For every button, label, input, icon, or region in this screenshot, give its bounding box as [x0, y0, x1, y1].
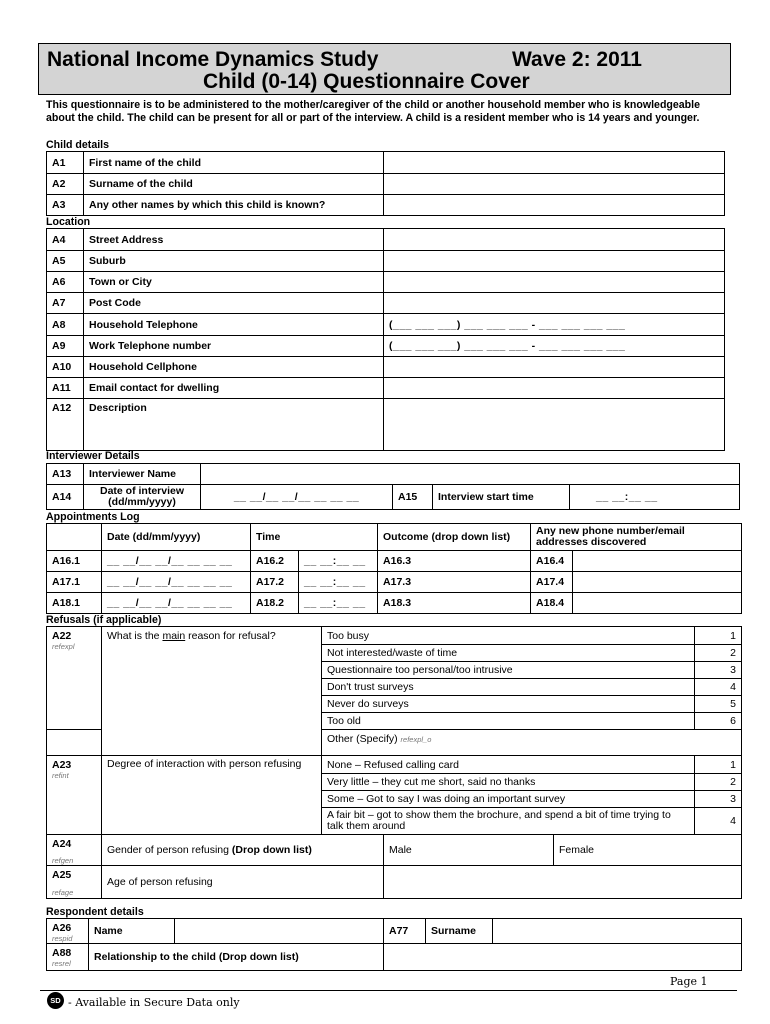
- table-row: [47, 336, 725, 357]
- new-contact-field[interactable]: [573, 572, 742, 593]
- footer-divider: [40, 990, 737, 991]
- empty-cell: [47, 730, 102, 756]
- question-label: Surname of the child: [84, 174, 384, 195]
- question-label: Work Telephone number: [84, 336, 384, 357]
- table-row: [47, 195, 725, 216]
- appointment-date-field[interactable]: __ __/__ __/__ __ __ __: [102, 593, 251, 614]
- outcome-column-header: Outcome (drop down list): [378, 524, 531, 551]
- section-appointments-log: Appointments Log: [46, 511, 140, 523]
- email-field[interactable]: [384, 378, 725, 399]
- table-row: [47, 593, 742, 614]
- option-label[interactable]: Too busy: [322, 627, 695, 645]
- name-label: Name: [89, 919, 175, 944]
- new-contact-field[interactable]: [573, 593, 742, 614]
- table-row: [47, 866, 742, 899]
- date-column-header: Date (dd/mm/yyyy): [102, 524, 251, 551]
- table-row: [47, 756, 742, 774]
- gender-option-female[interactable]: Female: [554, 835, 742, 866]
- respondent-name-field[interactable]: [175, 919, 384, 944]
- table-row: [47, 464, 740, 485]
- location-table: [46, 228, 725, 451]
- table-row: [47, 919, 742, 944]
- child-details-table: [46, 151, 725, 216]
- table-row: [47, 944, 742, 971]
- other-names-field[interactable]: [384, 195, 725, 216]
- question-code: A17.1: [47, 572, 102, 593]
- question-code: A5: [47, 251, 84, 272]
- questionnaire-subtitle: Child (0-14) Questionnaire Cover: [203, 70, 530, 93]
- option-code: 1: [695, 756, 742, 774]
- cover-header: [38, 43, 731, 95]
- question-code: A77: [384, 919, 426, 944]
- variable-name: refexpl_o: [400, 735, 432, 744]
- appointment-time-field[interactable]: __ __:__ __: [299, 572, 378, 593]
- table-header-row: [47, 524, 742, 551]
- question-code: A16.4: [531, 551, 573, 572]
- suburb-field[interactable]: [384, 251, 725, 272]
- section-refusals: Refusals (if applicable): [46, 614, 162, 626]
- age-question: Age of person refusing: [102, 866, 384, 899]
- table-row: [47, 572, 742, 593]
- table-row: [47, 174, 725, 195]
- question-code: A8: [47, 314, 84, 336]
- table-row: [47, 835, 742, 866]
- question-label: Household Telephone: [84, 314, 384, 336]
- option-label[interactable]: Never do surveys: [322, 696, 695, 713]
- street-address-field[interactable]: [384, 229, 725, 251]
- question-code-cell: [47, 756, 102, 835]
- cellphone-field[interactable]: [384, 357, 725, 378]
- option-label[interactable]: None – Refused calling card: [322, 756, 695, 774]
- gender-question: Gender of person refusing (Drop down list): [102, 835, 384, 866]
- work-telephone-field[interactable]: (___ ___ ___) ___ ___ ___ - ___ ___ ___ ___: [384, 336, 725, 357]
- household-telephone-field[interactable]: (___ ___ ___) ___ ___ ___ - ___ ___ ___ ___: [384, 314, 725, 336]
- question-code: A18.4: [531, 593, 573, 614]
- relationship-label: Relationship to the child (Drop down list): [89, 944, 384, 971]
- option-code: 4: [695, 808, 742, 835]
- question-code: A15: [393, 485, 433, 510]
- option-code: 2: [695, 645, 742, 662]
- new-contact-column-header: Any new phone number/email addresses discovered: [531, 524, 742, 551]
- option-label[interactable]: Some – Got to say I was doing an important survey: [322, 791, 695, 808]
- question-label: Town or City: [84, 272, 384, 293]
- option-label[interactable]: Not interested/waste of time: [322, 645, 695, 662]
- question-label: Any other names by which this child is known?: [84, 195, 384, 216]
- section-child-details: Child details: [46, 139, 109, 151]
- post-code-field[interactable]: [384, 293, 725, 314]
- new-contact-field[interactable]: [573, 551, 742, 572]
- question-code: A18.1: [47, 593, 102, 614]
- question-label: Post Code: [84, 293, 384, 314]
- question-code-cell: [47, 835, 102, 866]
- option-label[interactable]: Don't trust surveys: [322, 679, 695, 696]
- question-code: A23: [52, 759, 72, 771]
- question-code: A17.4: [531, 572, 573, 593]
- option-label[interactable]: Too old: [322, 713, 695, 730]
- table-row: [47, 152, 725, 174]
- interview-start-time-field[interactable]: __ __:__ __: [570, 485, 740, 510]
- section-location: Location: [46, 216, 91, 228]
- variable-name: respid: [52, 934, 73, 943]
- page-number: Page 1: [670, 975, 708, 988]
- question-code: A18.2: [251, 593, 299, 614]
- variable-name: resrel: [52, 959, 71, 968]
- question-code-cell: [47, 627, 102, 730]
- variable-name: refage: [52, 888, 74, 897]
- option-code: 1: [695, 627, 742, 645]
- intro-text: This questionnaire is to be administered to the mother/caregiver of the child or another household member who is knowledgeable about the child. The child can be present for all or part of the interview. A child is a resident member who is 14 years and younger.: [46, 99, 700, 124]
- option-code: 2: [695, 774, 742, 791]
- gender-option-male[interactable]: Male: [384, 835, 554, 866]
- surname-field[interactable]: [384, 174, 725, 195]
- option-code: 6: [695, 713, 742, 730]
- question-label: Email contact for dwelling: [84, 378, 384, 399]
- question-code: A13: [47, 464, 84, 485]
- question-label: First name of the child: [84, 152, 384, 174]
- question-code: A2: [47, 174, 84, 195]
- interviewer-table: [46, 463, 740, 510]
- question-code: A24: [52, 838, 72, 850]
- question-code: A12: [47, 399, 84, 451]
- wave-label: Wave 2: 2011: [512, 48, 642, 71]
- table-row: [47, 485, 740, 510]
- question-code: A10: [47, 357, 84, 378]
- question-label: Description: [84, 399, 384, 451]
- table-row: [47, 357, 725, 378]
- question-label: Suburb: [84, 251, 384, 272]
- first-name-field[interactable]: [384, 152, 725, 174]
- secure-data-note: - Available in Secure Data only: [68, 996, 240, 1009]
- appointment-date-field[interactable]: __ __/__ __/__ __ __ __: [102, 551, 251, 572]
- option-label[interactable]: Very little – they cut me short, said no thanks: [322, 774, 695, 791]
- question-code: A17.2: [251, 572, 299, 593]
- appointments-table: [46, 523, 742, 614]
- refusals-table: [46, 626, 742, 899]
- question-code: A1: [47, 152, 84, 174]
- option-label[interactable]: A fair bit – got to show them the brochure, and spend a bit of time trying to talk them around: [322, 808, 695, 835]
- interviewer-name-field[interactable]: [201, 464, 740, 485]
- study-title: National Income Dynamics Study: [47, 48, 379, 71]
- other-specify-field[interactable]: Other (Specify) refexpl_o: [322, 730, 742, 756]
- question-code-cell: [47, 919, 89, 944]
- surname-label: Surname: [426, 919, 493, 944]
- table-row: [47, 229, 725, 251]
- question-code: A16.2: [251, 551, 299, 572]
- table-row: [47, 378, 725, 399]
- appointment-date-field[interactable]: __ __/__ __/__ __ __ __: [102, 572, 251, 593]
- respondent-surname-field[interactable]: [493, 919, 742, 944]
- appointment-time-field[interactable]: __ __:__ __: [299, 593, 378, 614]
- option-code: 3: [695, 791, 742, 808]
- question-code-cell: [47, 866, 102, 899]
- question-label: Household Cellphone: [84, 357, 384, 378]
- option-code: 5: [695, 696, 742, 713]
- question-code: A4: [47, 229, 84, 251]
- description-field[interactable]: [384, 399, 725, 451]
- question-label: Interviewer Name: [84, 464, 201, 485]
- respondent-table: [46, 918, 742, 971]
- outcome-dropdown[interactable]: A16.3: [378, 551, 531, 572]
- secure-data-icon: SD: [47, 992, 64, 1009]
- question-code: A22: [52, 630, 72, 642]
- table-row: [47, 314, 725, 336]
- interaction-question: Degree of interaction with person refusing: [102, 756, 322, 835]
- question-code: A9: [47, 336, 84, 357]
- section-interviewer-details: Interviewer Details: [46, 450, 140, 462]
- age-field[interactable]: [384, 866, 742, 899]
- relationship-dropdown[interactable]: [384, 944, 742, 971]
- option-code: 4: [695, 679, 742, 696]
- table-row: [47, 272, 725, 293]
- variable-name: refgen: [52, 856, 74, 865]
- variable-name: refexpl: [52, 642, 75, 651]
- option-label[interactable]: Questionnaire too personal/too intrusive: [322, 662, 695, 679]
- outcome-dropdown[interactable]: A17.3: [378, 572, 531, 593]
- town-field[interactable]: [384, 272, 725, 293]
- table-row: [47, 251, 725, 272]
- question-code: A25: [52, 869, 72, 881]
- section-respondent-details: Respondent details: [46, 906, 144, 918]
- question-code: A7: [47, 293, 84, 314]
- question-label: Street Address: [84, 229, 384, 251]
- table-row: [47, 293, 725, 314]
- time-column-header: Time: [251, 524, 378, 551]
- outcome-dropdown[interactable]: A18.3: [378, 593, 531, 614]
- table-row: [47, 399, 725, 451]
- refusal-reason-question: What is the main reason for refusal?: [102, 627, 322, 756]
- option-code: 3: [695, 662, 742, 679]
- question-code: A14: [47, 485, 84, 510]
- interview-date-field[interactable]: __ __/__ __/__ __ __ __: [201, 485, 393, 510]
- appointment-time-field[interactable]: __ __:__ __: [299, 551, 378, 572]
- variable-name: refint: [52, 771, 69, 780]
- question-code: A88: [52, 947, 72, 959]
- question-code: A26: [52, 922, 72, 934]
- question-label: Interview start time: [433, 485, 570, 510]
- question-label: Date of interview (dd/mm/yyyy): [84, 485, 201, 510]
- question-code: A11: [47, 378, 84, 399]
- question-code-cell: [47, 944, 89, 971]
- table-row: [47, 551, 742, 572]
- question-code: A6: [47, 272, 84, 293]
- question-code: A16.1: [47, 551, 102, 572]
- question-code: A3: [47, 195, 84, 216]
- empty-cell: [47, 524, 102, 551]
- table-row: [47, 627, 742, 645]
